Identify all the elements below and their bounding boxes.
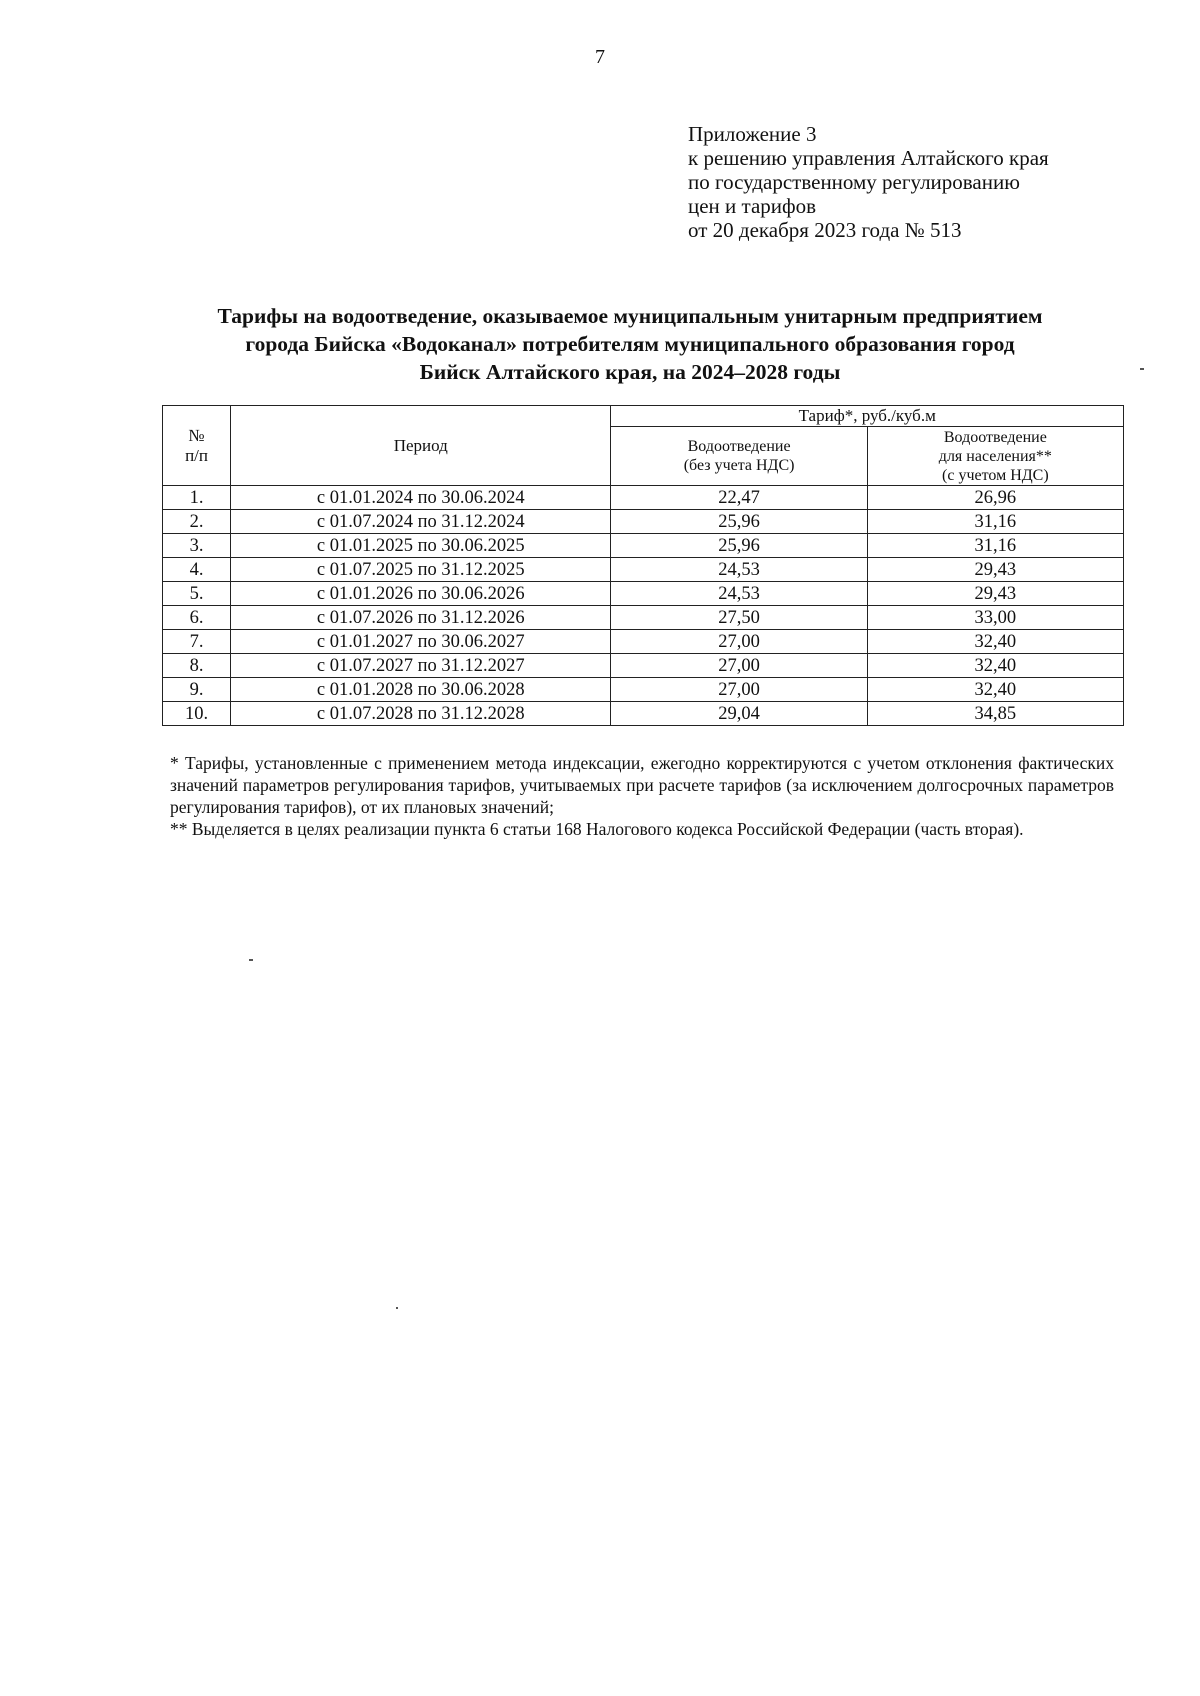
- row-number: 4.: [163, 558, 231, 582]
- scan-speck: [396, 1307, 398, 1309]
- row-number: 10.: [163, 702, 231, 726]
- footnote-tariff-indexation: * Тарифы, установленные с применением метода индексации, ежегодно корректируются с учетом отклонения фактических значений параметров регулирования тарифов, учитываемых при расчете тарифов (за исключением долгосрочных параметров регулирования тарифов), от их плановых значений;: [170, 753, 1114, 817]
- scan-speck: [1140, 368, 1144, 370]
- title-line: Бийск Алтайского края, на 2024–2028 годы: [419, 360, 841, 384]
- header-col-without-vat: [611, 427, 867, 486]
- row-tariff-without-vat: 27,00: [611, 678, 867, 702]
- table-row: [163, 654, 1124, 678]
- row-number: 1.: [163, 486, 231, 510]
- row-number: 9.: [163, 678, 231, 702]
- document-title: [160, 302, 1100, 386]
- header-col-a-line: (без учета НДС): [683, 457, 795, 474]
- row-period: с 01.07.2025 по 31.12.2025: [231, 558, 611, 582]
- row-number: 6.: [163, 606, 231, 630]
- row-number: 5.: [163, 582, 231, 606]
- table-row: [163, 678, 1124, 702]
- appendix-block: [688, 122, 1158, 242]
- row-period: с 01.07.2024 по 31.12.2024: [231, 510, 611, 534]
- row-tariff-population: 31,16: [867, 510, 1123, 534]
- row-number: 7.: [163, 630, 231, 654]
- row-tariff-population: 33,00: [867, 606, 1123, 630]
- row-tariff-population: 32,40: [867, 630, 1123, 654]
- header-col-population-with-vat: [867, 427, 1123, 486]
- row-tariff-population: 32,40: [867, 654, 1123, 678]
- header-col-b-line: (с учетом НДС): [942, 466, 1049, 484]
- row-period: с 01.01.2028 по 30.06.2028: [231, 678, 611, 702]
- appendix-line: Приложение 3: [688, 122, 817, 146]
- header-period: Период: [231, 406, 611, 486]
- row-number: 2.: [163, 510, 231, 534]
- row-tariff-population: 29,43: [867, 558, 1123, 582]
- row-tariff-without-vat: 22,47: [611, 486, 867, 510]
- table-row: [163, 606, 1124, 630]
- row-tariff-without-vat: 27,50: [611, 606, 867, 630]
- header-num-abbr: п/п: [185, 445, 208, 465]
- appendix-line: от 20 декабря 2023 года № 513: [688, 218, 962, 242]
- row-tariff-without-vat: 25,96: [611, 510, 867, 534]
- header-col-a-line: Водоотведение: [687, 438, 791, 455]
- appendix-line: по государственному регулированию: [688, 170, 1020, 194]
- row-number: 3.: [163, 534, 231, 558]
- footnotes: [170, 752, 1114, 840]
- row-period: с 01.01.2025 по 30.06.2025: [231, 534, 611, 558]
- table-row: [163, 486, 1124, 510]
- footnote-vat: ** Выделяется в целях реализации пункта 6 статьи 168 Налогового кодекса Российской Федерации (часть вторая).: [170, 819, 1024, 839]
- header-col-b-line: Водоотведение: [943, 428, 1047, 446]
- title-line: Тарифы на водоотведение, оказываемое муниципальным унитарным предприятием: [217, 304, 1043, 328]
- row-tariff-population: 32,40: [867, 678, 1123, 702]
- row-number: 8.: [163, 654, 231, 678]
- header-col-b-line: для населения**: [938, 447, 1052, 465]
- header-tariff-group: Тариф*, руб./куб.м: [611, 406, 1124, 427]
- table-row: [163, 630, 1124, 654]
- table-row: [163, 558, 1124, 582]
- row-tariff-population: 31,16: [867, 534, 1123, 558]
- scan-speck: [249, 959, 253, 961]
- row-period: с 01.01.2026 по 30.06.2026: [231, 582, 611, 606]
- row-period: с 01.07.2028 по 31.12.2028: [231, 702, 611, 726]
- row-period: с 01.01.2027 по 30.06.2027: [231, 630, 611, 654]
- table-row: [163, 534, 1124, 558]
- row-period: с 01.07.2027 по 31.12.2027: [231, 654, 611, 678]
- row-period: с 01.07.2026 по 31.12.2026: [231, 606, 611, 630]
- tariffs-table: [162, 405, 1124, 726]
- table-row: [163, 510, 1124, 534]
- table-row: [163, 702, 1124, 726]
- table-row: [163, 582, 1124, 606]
- appendix-line: к решению управления Алтайского края: [688, 146, 1049, 170]
- row-tariff-without-vat: 24,53: [611, 582, 867, 606]
- page-number: 7: [595, 46, 605, 68]
- row-tariff-population: 26,96: [867, 486, 1123, 510]
- row-tariff-without-vat: 27,00: [611, 654, 867, 678]
- appendix-line: цен и тарифов: [688, 194, 817, 218]
- row-tariff-without-vat: 24,53: [611, 558, 867, 582]
- row-period: с 01.01.2024 по 30.06.2024: [231, 486, 611, 510]
- row-tariff-without-vat: 25,96: [611, 534, 867, 558]
- row-tariff-population: 34,85: [867, 702, 1123, 726]
- header-row-number: [163, 406, 231, 486]
- header-num-symbol: №: [188, 425, 205, 445]
- row-tariff-without-vat: 27,00: [611, 630, 867, 654]
- title-line: города Бийска «Водоканал» потребителям муниципального образования город: [245, 332, 1015, 356]
- row-tariff-without-vat: 29,04: [611, 702, 867, 726]
- row-tariff-population: 29,43: [867, 582, 1123, 606]
